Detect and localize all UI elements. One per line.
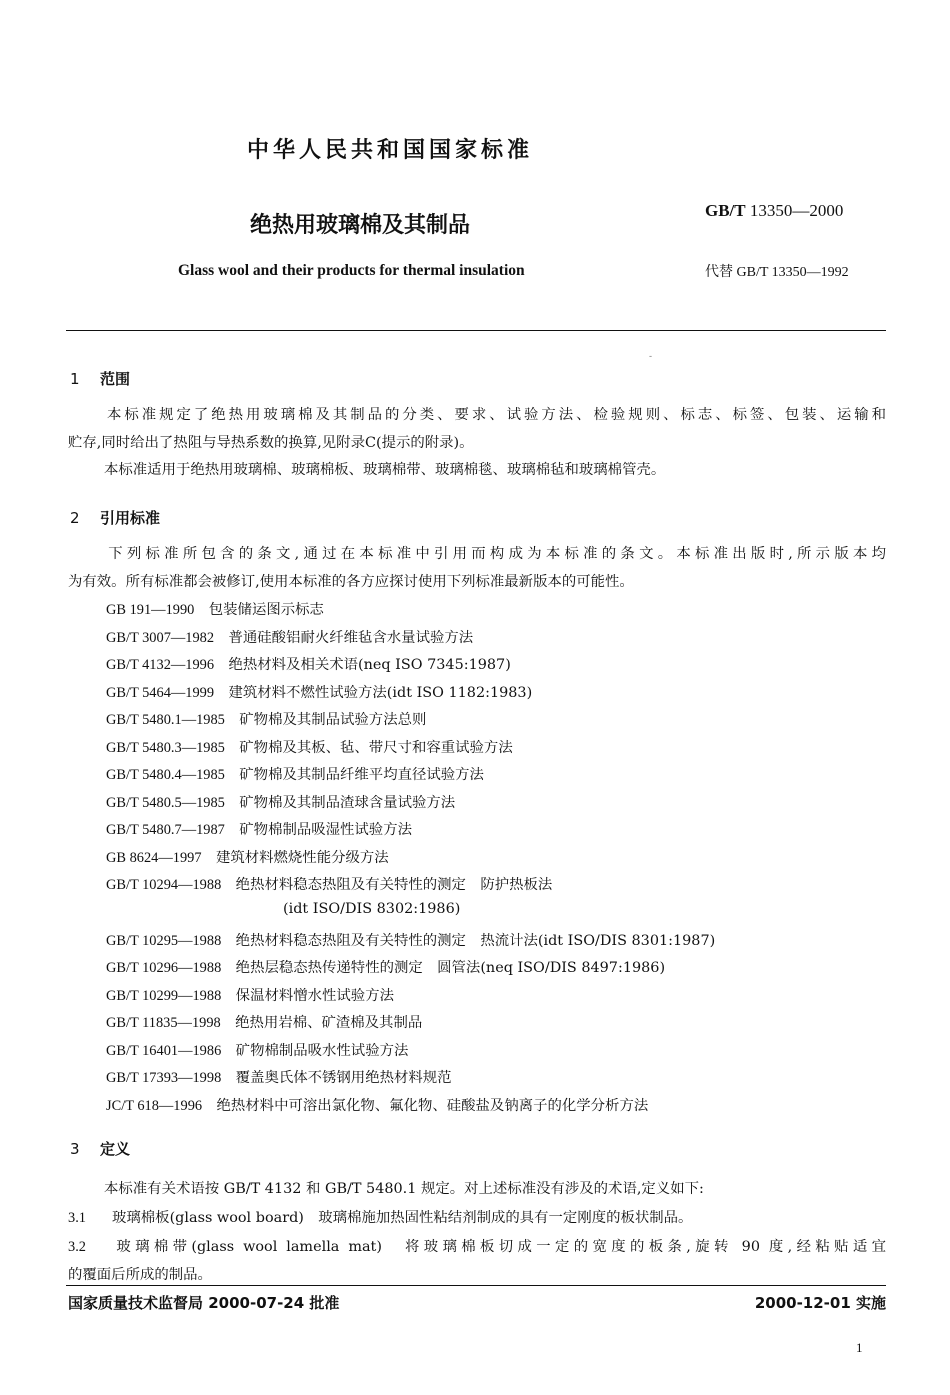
section-3-title: 定义 [100,1140,131,1158]
definition-3-2-line2: 的覆面后所成的制品。 [68,1266,212,1283]
reference-item: GB/T 5480.3—1985 矿物棉及其板、毡、带尺寸和容重试验方法 [106,740,513,756]
reference-item: GB/T 5464—1999 建筑材料不燃性试验方法(idt ISO 1182:1983) [106,685,533,701]
page-number: 1 [856,1340,863,1355]
reference-item: GB/T 10295—1988 绝热材料稳态热阻及有关特性的测定 热流计法(idt ISO/DIS 8301:1987) [106,933,716,949]
section-3-intro-text: 本标准有关术语按 GB/T 4132 和 GB/T 5480.1 规定。对上述标准没有涉及的术语,定义如下: [104,1181,704,1197]
reference-item: GB/T 10296—1988 绝热层稳态热传递特性的测定 圆管法(neq ISO/DIS 8497:1986) [106,960,666,976]
reference-item: GB/T 3007—1982 普通硅酸铝耐火纤维毡含水量试验方法 [106,630,474,646]
page-mark: - [649,352,653,362]
document-title-cn: 绝热用玻璃棉及其制品 [250,213,471,238]
section-2-title: 引用标准 [100,509,161,527]
section-1-heading [70,368,130,389]
section-1-title: 范围 [100,370,131,388]
reference-item: GB/T 16401—1986 矿物棉制品吸水性试验方法 [106,1043,409,1059]
standard-prefix: GB/T [705,201,746,220]
reference-item: GB/T 10299—1988 保温材料憎水性试验方法 [106,988,394,1004]
section-1-para2: 本标准适用于绝热用玻璃棉、玻璃棉板、玻璃棉带、玻璃棉毯、玻璃棉毡和玻璃棉管壳。 [104,462,666,478]
header-divider [66,330,886,331]
definition-3-1 [68,1206,886,1227]
section-3-number: 3 [70,1140,80,1158]
section-2-intro-line1: 下列标准所包含的条文,通过在本标准中引用而构成为本标准的条文。本标准出版时,所示版本均 [104,546,886,562]
section-2-intro-line2: 为有效。所有标准都会被修订,使用本标准的各方应探讨使用下列标准最新版本的可能性。 [68,573,634,590]
replaces-standard: 代替 GB/T 13350—1992 [705,265,849,280]
definition-3-1-number: 3.1 [68,1210,86,1226]
approval-statement: 国家质量技术监督局 2000-07-24 批准 [68,1294,340,1312]
reference-item: GB 191—1990 包装储运图示标志 [106,602,324,618]
reference-item: GB/T 5480.1—1985 矿物棉及其制品试验方法总则 [106,712,427,728]
section-3-intro [68,1176,886,1204]
reference-item: GB/T 17393—1998 覆盖奥氏体不锈钢用绝热材料规范 [106,1070,452,1086]
reference-item-continuation: (idt ISO/DIS 8302:1986) [283,901,461,917]
section-1-para1-line2: 贮存,同时给出了热阻与导热系数的换算,见附录C(提示的附录)。 [68,434,474,451]
section-2-number: 2 [70,509,80,527]
reference-item: GB/T 5480.4—1985 矿物棉及其制品纤维平均直径试验方法 [106,767,484,783]
standard-number: 13350—2000 [749,201,844,220]
footer-divider [66,1285,886,1286]
reference-item: GB/T 4132—1996 绝热材料及相关术语(neq ISO 7345:1987) [106,657,511,673]
definition-3-2-line1: 玻璃棉带(glass wool lamella mat) 将玻璃棉板切成一定的宽度的板条,旋转 90 度,经粘贴适宜 [112,1239,886,1255]
definition-3-2 [68,1234,886,1289]
section-2-intro [68,541,886,596]
document-title-en: Glass wool and their products for thermal insulation [178,262,525,279]
reference-item: GB/T 5480.7—1987 矿物棉制品吸湿性试验方法 [106,822,412,838]
section-1-number: 1 [70,370,80,388]
reference-item: JC/T 618—1996 绝热材料中可溶出氯化物、氟化物、硅酸盐及钠离子的化学分析方法 [106,1098,649,1114]
reference-item: GB/T 11835—1998 绝热用岩棉、矿渣棉及其制品 [106,1015,423,1031]
effective-date: 2000-12-01 实施 [754,1294,886,1312]
definition-3-2-number: 3.2 [68,1239,86,1255]
section-2-heading [70,507,160,528]
national-standard-title: 中华人民共和国国家标准 [246,138,533,163]
section-1-paragraph-1 [68,402,886,457]
section-1-para1-line1: 本标准规定了绝热用玻璃棉及其制品的分类、要求、试验方法、检验规则、标志、标签、包装、运输和 [104,407,886,423]
reference-item: GB/T 10294—1988 绝热材料稳态热阻及有关特性的测定 防护热板法 [106,877,553,893]
definition-3-1-text: 玻璃棉板(glass wool board) 玻璃棉施加热固性粘结剂制成的具有一定刚度的板状制品。 [112,1210,693,1226]
section-3-heading [70,1138,130,1159]
reference-item: GB/T 5480.5—1985 矿物棉及其制品渣球含量试验方法 [106,795,456,811]
standard-code [705,201,843,221]
reference-item: GB 8624—1997 建筑材料燃烧性能分级方法 [106,850,389,866]
section-1-paragraph-2 [68,457,886,485]
